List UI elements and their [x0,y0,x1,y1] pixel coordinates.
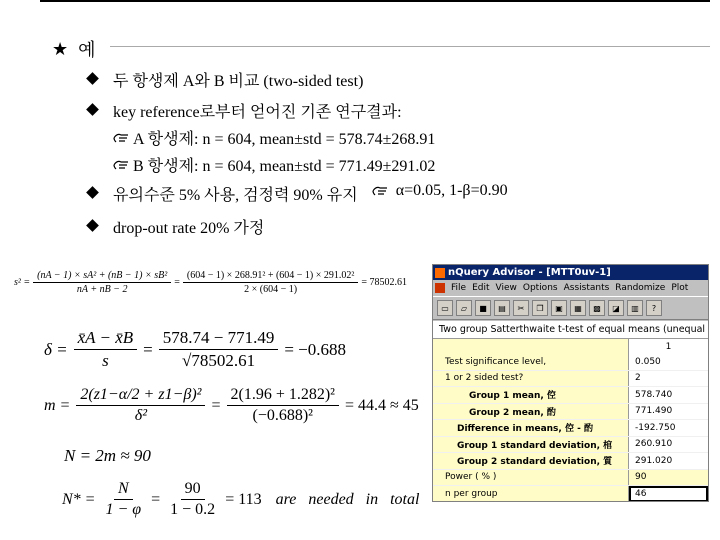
column-header: 1 [629,339,708,354]
window-title-bar [433,265,708,280]
diamond-bullet-icon [86,219,99,232]
slide-title [52,36,96,62]
test-title: Two group Satterthwaite t-test of equal means (unequal [433,321,708,339]
row-label: n per group [433,486,629,502]
window-title: nQuery Advisor - [MTT0uv-1] [448,267,611,278]
m-lhs: m = [44,396,71,414]
m-denominator-values: (−0.688)² [252,407,313,424]
s2-numerator-values: (604 − 1) × 268.91² + (604 − 1) × 291.02² [183,270,359,283]
delta-denominator-values: √78502.61 [182,351,256,370]
open-folder-icon[interactable]: ▱ [456,300,472,316]
s2-numerator: (nA − 1) × sA² + (nB − 1) × sB² [33,270,171,283]
sample-size-formula: m = $\frac{\text{2(z1−α/2 + z1−β)²}}{\text{δ²}}$ = $\frac{\text{2(1.96 + 1.282)²}}{\text{(−0.688)²}}$ = 44.4 ≈ 45 [44,386,419,424]
nstar-lhs: N* = [62,490,96,508]
nstar-fraction-values [166,480,219,519]
bullet-2-text: key reference로부터 얻어진 기존 연구결과: [113,104,402,121]
column-header-row [433,339,708,354]
grid-row [433,404,708,421]
m-numerator-values: 2(1.96 + 1.282)² [227,386,339,406]
pointing-hand-icon [113,132,129,144]
paste-icon[interactable]: ▣ [551,300,567,316]
row-label: Group 2 standard deviation, 質 [433,453,629,469]
nstar-fraction [101,480,145,519]
menu-randomize[interactable]: Randomize [615,283,666,293]
menu-bar [433,280,708,297]
sub-bullet-b-text: B 항생제: n = 604, mean±std = 771.49±291.02 [133,158,436,175]
row-value-cell[interactable]: 578.740 [629,387,708,403]
s2-fraction [33,270,171,295]
menu-options[interactable]: Options [522,283,558,293]
s2-fraction-values [183,270,359,295]
header-corner [433,339,629,354]
row-value-cell[interactable]: 260.910 [629,437,708,453]
diamond-bullet-icon [86,103,99,116]
grid-row [433,420,708,437]
delta-lhs: δ = [44,339,68,359]
nquery-window [432,264,709,502]
s2-lhs: s² = [14,277,31,288]
copy-icon[interactable]: ❐ [532,300,548,316]
grid-row [433,470,708,487]
title-divider [110,46,710,47]
nstar-denominator: 1 − φ [105,501,142,518]
bullet-1 [84,68,363,91]
row-value-cell[interactable]: 771.490 [629,404,708,420]
pointing-hand-icon [113,159,129,171]
row-value-cell[interactable]: 0.050 [629,354,708,370]
nstar-numerator-values: 90 [181,480,205,500]
plot-icon[interactable]: ◪ [608,300,624,316]
sub-bullet-a-text: A 항생제: n = 604, mean±std = 578.74±268.91 [133,131,436,148]
nstar-denominator-values: 1 − 0.2 [170,501,216,518]
bullet-3 [84,182,508,205]
table-icon[interactable]: ▥ [627,300,643,316]
grid-row [433,387,708,404]
adjusted-n-formula: N* = $\frac{N}{1 - \varphi}$ = $\frac{90}{1 - 0.2}$ = 113 are needed in total [62,480,420,518]
s2-denominator: nA + nB − 2 [76,284,128,295]
delta-fraction-values [159,328,279,371]
pooled-variance-formula: s² = $\frac{\text{(nA − 1) × sA² + (nB − 1) × sB²}}{nA + nB - 2}$ = $\frac{\text{(604 − 1) × 268.91² + (604 − 1) × 291.02²}}{2 \times (604 - 1)}$ = 78502.61 [14,270,408,295]
grid-row [433,371,708,388]
delta-numerator: x̄A − x̄B [74,328,138,350]
bullet-1-text: 두 항생제 A와 B 비교 (two-sided test) [113,73,364,90]
menu-assistants[interactable]: Assistants [563,283,610,293]
grid-row [433,453,708,470]
row-value-cell[interactable]: 2 [629,371,708,387]
m-numerator: 2(z1−α/2 + z1−β)² [76,386,205,406]
calculator-icon[interactable]: ▦ [570,300,586,316]
row-value-cell[interactable]: 90 [629,470,708,486]
app-logo-icon [435,268,445,278]
pointing-hand-icon [372,185,388,197]
delta-denominator: s [102,351,109,370]
m-result: = 44.4 ≈ 45 [344,396,419,414]
save-icon[interactable]: ■ [475,300,491,316]
diamond-bullet-icon [86,186,99,199]
m-fraction-values [227,386,339,425]
toolbar [433,297,708,320]
sub-bullet-a [113,126,435,149]
row-value-cell[interactable]: -192.750 [629,420,708,436]
bullet-4-text: drop-out rate 20% 가정 [113,220,265,237]
s2-denominator-values: 2 × (604 − 1) [244,284,298,295]
m-denominator: δ² [134,407,148,424]
total-n-formula: N = 2m ≈ 90 [64,446,151,465]
lock-icon[interactable]: ▩ [589,300,605,316]
grid-row [433,354,708,371]
row-label: Difference in means, 倥 - 酌 [433,420,629,436]
star-icon: ★ [52,38,69,60]
delta-fraction [74,328,138,371]
effect-size-formula: δ = $\frac{x̄A - x̄B}{s}$ = $\frac{578.74 - 771.49}{√78502.61}$ = −0.688 [44,328,347,370]
diamond-bullet-icon [86,72,99,85]
nstar-numerator: N [114,480,133,500]
menu-file[interactable]: File [451,283,467,293]
row-label: Group 1 standard deviation, 棺 [433,437,629,453]
spreadsheet-grid [433,321,708,501]
nstar-tail: are needed in total [275,490,420,508]
bullet-3-tail: α=0.05, 1-β=0.90 [395,182,508,199]
row-label: Group 1 mean, 倥 [433,387,629,403]
delta-result: = −0.688 [284,339,347,359]
sub-bullet-b [113,153,435,176]
slide-title-text: 예 [78,40,96,61]
m-fraction [76,386,205,425]
cut-icon[interactable]: ✂ [513,300,529,316]
grid-row [433,437,708,454]
menu-plot[interactable]: Plot [671,283,689,293]
bullet-2 [84,99,435,176]
help-icon[interactable]: ? [646,300,662,316]
s2-result: = 78502.61 [361,277,408,288]
row-label: Power ( % ) [433,470,629,486]
row-label: Test significance level, [433,354,629,370]
grid-row [433,486,708,502]
delta-numerator-values: 578.74 − 771.49 [159,328,279,350]
row-label: 1 or 2 sided test? [433,371,629,387]
print-icon[interactable]: ▤ [494,300,510,316]
new-file-icon[interactable]: ▭ [437,300,453,316]
bullet-3-text: 유의수준 5% 사용, 검정력 90% 유지 [113,187,358,204]
doc-icon[interactable] [435,283,445,293]
row-value-cell[interactable]: 291.020 [629,453,708,469]
menu-view[interactable]: View [495,283,517,293]
bullet-4 [84,215,264,238]
top-rule [40,0,710,2]
menu-edit[interactable]: Edit [472,283,490,293]
nstar-result: = 113 [225,490,262,508]
row-label: Group 2 mean, 酌 [433,404,629,420]
row-value-cell[interactable]: 46 [629,486,708,502]
